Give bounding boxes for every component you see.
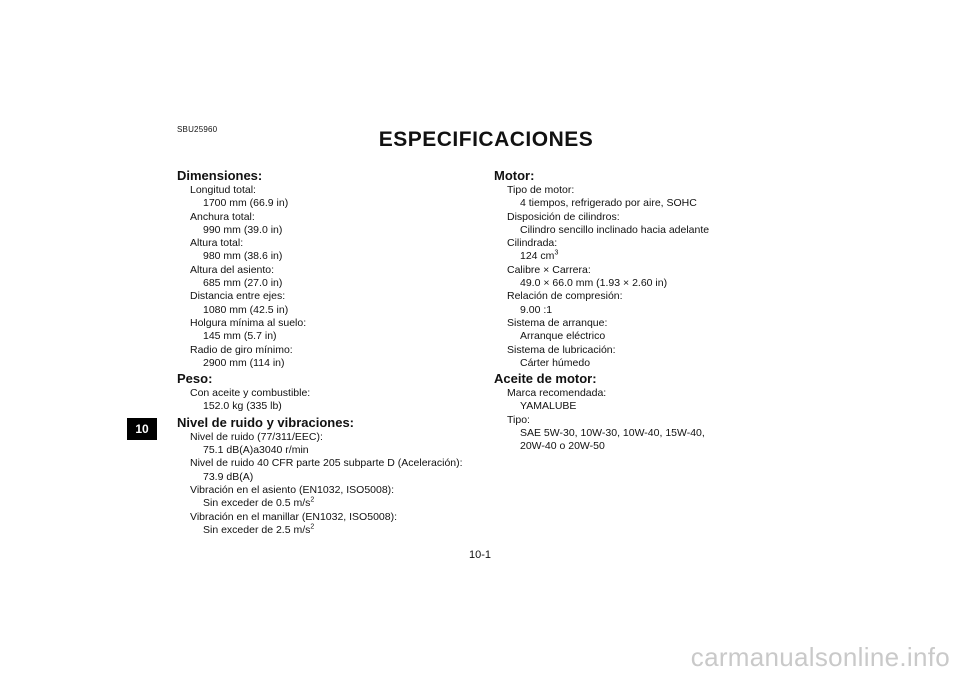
spec-value xyxy=(177,524,477,537)
page-number: 10-1 xyxy=(468,549,492,561)
spec-label: Tipo de motor: xyxy=(507,184,575,196)
spec-value: 4 tiempos, refrigerado por aire, SOHC xyxy=(520,197,697,210)
spec-label: Altura total: xyxy=(190,237,244,250)
section-dimensiones xyxy=(177,168,477,370)
spec-label: Relación de compresión: xyxy=(507,290,623,303)
spec-value: 1080 mm (42.5 in) xyxy=(203,303,289,316)
spec-value-text: Sin exceder de 0.5 m/s xyxy=(203,497,311,510)
spec-label: Longitud total: xyxy=(190,184,256,196)
spec-label: Cilindrada: xyxy=(507,237,558,250)
spec-label: Vibración en el manillar (EN1032, ISO5008): xyxy=(190,510,398,523)
spec-label: Anchura total: xyxy=(190,210,255,223)
spec-value: 152.0 kg (335 lb) xyxy=(203,400,282,413)
spec-label: Nivel de ruido (77/311/EEC): xyxy=(190,430,323,443)
spec-label: Radio de giro mínimo: xyxy=(190,343,293,356)
spec-label: Vibración en el asiento (EN1032, ISO5008): xyxy=(190,483,395,496)
spec-value: 9.00 :1 xyxy=(520,303,553,316)
spec-label: Tipo: xyxy=(507,413,530,426)
superscript: 3 xyxy=(554,249,559,257)
spec-value-text: 124 cm xyxy=(520,250,555,263)
section-motor xyxy=(494,168,794,370)
spec-value: 49.0 × 66.0 mm (1.93 × 2.60 in) xyxy=(520,277,668,290)
document-code: SBU25960 xyxy=(177,125,218,134)
section-heading: Peso: xyxy=(177,371,213,387)
section-heading: Dimensiones: xyxy=(177,168,263,183)
spec-value: 980 mm (38.6 in) xyxy=(203,250,283,263)
spec-label: Nivel de ruido 40 CFR parte 205 subparte D (Aceleración): xyxy=(190,457,463,470)
spec-value: Cárter húmedo xyxy=(520,356,591,369)
spec-label: Holgura mínima al suelo: xyxy=(190,316,307,329)
spec-value: 1700 mm (66.9 in) xyxy=(203,197,289,210)
spec-value: SAE 5W-30, 10W-30, 10W-40, 15W-40, xyxy=(520,427,705,440)
spec-label: Distancia entre ejes: xyxy=(190,290,286,303)
spec-value xyxy=(177,497,477,510)
section-aceite-motor xyxy=(494,371,794,453)
spec-value: Arranque eléctrico xyxy=(520,330,606,343)
spec-label: Altura del asiento: xyxy=(190,263,275,276)
left-column xyxy=(177,167,477,537)
spec-label: Sistema de arranque: xyxy=(507,316,608,329)
spec-value: 990 mm (39.0 in) xyxy=(203,223,283,236)
section-peso xyxy=(177,371,477,414)
spec-label: Sistema de lubricación: xyxy=(507,343,616,356)
superscript: 2 xyxy=(310,523,315,531)
spec-value: 73.9 dB(A) xyxy=(203,470,254,483)
chapter-tab: 10 xyxy=(127,418,157,440)
section-heading: Aceite de motor: xyxy=(494,371,597,387)
section-heading: Nivel de ruido y vibraciones: xyxy=(177,414,354,430)
spec-value: Cilindro sencillo inclinado hacia adelante xyxy=(520,223,710,236)
superscript: 2 xyxy=(310,496,315,504)
spec-label: Disposición de cilindros: xyxy=(507,210,620,223)
spec-label: Con aceite y combustible: xyxy=(190,387,311,400)
spec-value: 75.1 dB(A)a3040 r/min xyxy=(203,444,309,457)
watermark: carmanualsonline.info xyxy=(690,642,950,672)
spec-value: 145 mm (5.7 in) xyxy=(203,330,277,343)
spec-value: YAMALUBE xyxy=(520,400,577,413)
spec-value-continuation: 20W-40 o 20W-50 xyxy=(520,440,605,453)
section-ruido-vibraciones xyxy=(177,415,477,537)
section-heading: Motor: xyxy=(494,168,535,183)
page-title: ESPECIFICACIONES xyxy=(378,128,594,151)
spec-label: Calibre × Carrera: xyxy=(507,263,591,276)
spec-value: 2900 mm (114 in) xyxy=(203,356,285,369)
spec-value: 685 mm (27.0 in) xyxy=(203,277,283,290)
spec-value xyxy=(494,250,794,263)
spec-label: Marca recomendada: xyxy=(507,387,607,400)
spec-value-text: Sin exceder de 2.5 m/s xyxy=(203,523,311,536)
right-column xyxy=(494,167,794,454)
